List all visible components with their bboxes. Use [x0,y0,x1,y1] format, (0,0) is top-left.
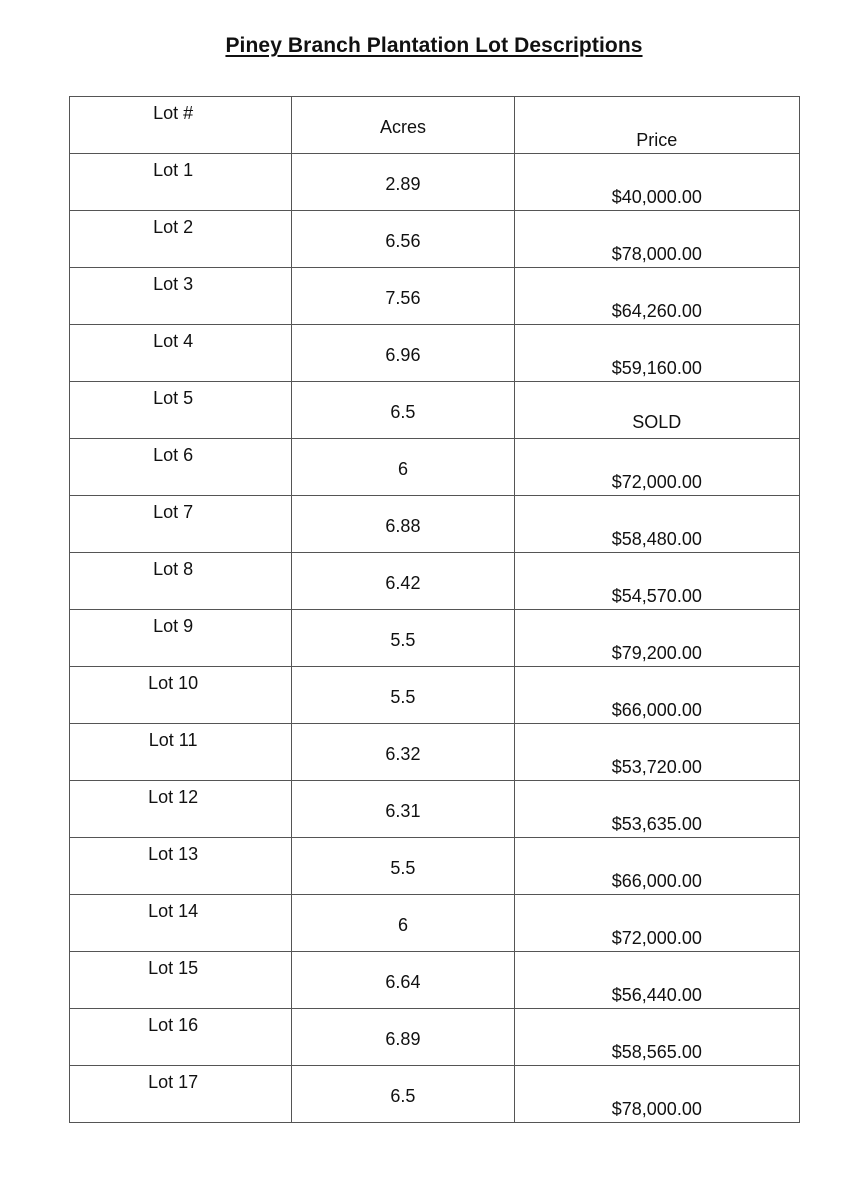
lot-cell-value: Lot 11 [148,730,198,750]
price-cell [514,895,799,952]
header-lot-label: Lot # [153,103,194,123]
price-cell [514,496,799,553]
price-cell [514,553,799,610]
acres-cell [292,781,514,838]
price-cell [514,268,799,325]
lot-cell [70,781,292,838]
price-cell-value: $53,635.00 [611,814,702,834]
lot-cell [70,1066,292,1123]
header-price [514,97,799,154]
price-cell [514,667,799,724]
acres-cell-value: 6.5 [390,402,416,422]
table-header-row [70,97,800,154]
table-row [70,1066,800,1123]
table-row [70,1009,800,1066]
acres-cell-value: 5.5 [390,687,416,707]
table-row [70,325,800,382]
lot-cell [70,895,292,952]
table-row [70,382,800,439]
lot-cell-value: Lot 14 [148,901,199,921]
lot-cell [70,325,292,382]
price-cell-value: $64,260.00 [611,301,702,321]
lot-cell-value: Lot 9 [153,616,194,636]
lot-cell-value: Lot 8 [153,559,194,579]
page-title: Piney Branch Plantation Lot Descriptions [225,34,643,57]
lot-cell-value: Lot 16 [148,1015,199,1035]
table-row [70,952,800,1009]
acres-cell-value: 6.88 [385,516,421,536]
price-cell-value: $58,565.00 [611,1042,702,1062]
price-cell [514,952,799,1009]
lot-cell [70,724,292,781]
lot-cell-value: Lot 7 [153,502,194,522]
price-cell-value: $56,440.00 [611,985,702,1005]
price-cell [514,382,799,439]
acres-cell [292,838,514,895]
acres-cell-value: 5.5 [390,858,416,878]
acres-cell [292,724,514,781]
table-row [70,553,800,610]
acres-cell-value: 2.89 [385,174,421,194]
acres-cell-value: 6.42 [385,573,421,593]
acres-cell [292,439,514,496]
price-cell [514,610,799,667]
table-row [70,895,800,952]
lot-cell [70,610,292,667]
acres-cell [292,382,514,439]
price-cell [514,1009,799,1066]
acres-cell [292,325,514,382]
lot-cell-value: Lot 13 [148,844,199,864]
price-cell [514,838,799,895]
price-cell [514,325,799,382]
table-row [70,838,800,895]
lot-cell [70,553,292,610]
acres-cell-value: 6.32 [385,744,421,764]
price-cell-value: $66,000.00 [611,871,702,891]
acres-cell [292,610,514,667]
lot-cell [70,211,292,268]
lot-cell-value: Lot 6 [153,445,194,465]
acres-cell-value: 6.56 [385,231,421,251]
header-acres [292,97,514,154]
table-row [70,211,800,268]
table-row [70,268,800,325]
table-row [70,724,800,781]
table-row [70,496,800,553]
price-cell-value: $79,200.00 [611,643,702,663]
acres-cell [292,268,514,325]
lot-cell-value: Lot 10 [148,673,199,693]
acres-cell-value: 6.5 [390,1086,416,1106]
lot-cell-value: Lot 3 [153,274,194,294]
table-row [70,610,800,667]
price-cell [514,439,799,496]
acres-cell [292,553,514,610]
lot-cell-value: Lot 5 [153,388,194,408]
price-cell-value: $53,720.00 [611,757,702,777]
acres-cell-value: 6.31 [385,801,421,821]
lot-cell [70,154,292,211]
table-row [70,781,800,838]
price-cell-value: $72,000.00 [611,928,702,948]
lot-cell [70,496,292,553]
lot-cell-value: Lot 17 [148,1072,199,1092]
price-cell-value: $40,000.00 [611,187,702,207]
price-cell-value: $66,000.00 [611,700,702,720]
acres-cell-value: 6.89 [385,1029,421,1049]
price-cell-value: $59,160.00 [611,358,702,378]
price-cell-value: $78,000.00 [611,244,702,264]
acres-cell [292,895,514,952]
lot-cell-value: Lot 15 [148,958,199,978]
acres-cell-value: 7.56 [385,288,421,308]
lot-cell-value: Lot 12 [148,787,199,807]
price-cell-value: $58,480.00 [611,529,702,549]
acres-cell-value: 6.64 [385,972,421,992]
price-cell-value: $72,000.00 [611,472,702,492]
acres-cell-value: 6 [397,459,408,479]
acres-cell-value: 6.96 [385,345,421,365]
lot-table [69,96,800,1123]
acres-cell [292,211,514,268]
table-row [70,154,800,211]
acres-cell [292,667,514,724]
price-cell [514,154,799,211]
acres-cell-value: 6 [397,915,408,935]
header-price-label: Price [636,130,678,150]
acres-cell [292,496,514,553]
lot-cell-value: Lot 2 [153,217,194,237]
price-cell [514,1066,799,1123]
price-cell [514,781,799,838]
price-cell [514,724,799,781]
table-row [70,667,800,724]
lot-cell [70,838,292,895]
acres-cell [292,154,514,211]
lot-cell [70,268,292,325]
price-cell-value: SOLD [632,412,682,432]
lot-cell [70,439,292,496]
price-cell-value: $54,570.00 [611,586,702,606]
lot-cell-value: Lot 1 [153,160,194,180]
lot-cell [70,382,292,439]
acres-cell [292,952,514,1009]
header-acres-label: Acres [379,117,426,137]
lot-cell-value: Lot 4 [153,331,194,351]
acres-cell-value: 5.5 [390,630,416,650]
header-lot [70,97,292,154]
acres-cell [292,1009,514,1066]
lot-cell [70,952,292,1009]
price-cell-value: $78,000.00 [611,1099,702,1119]
price-cell [514,211,799,268]
lot-cell [70,667,292,724]
table-row [70,439,800,496]
acres-cell [292,1066,514,1123]
lot-cell [70,1009,292,1066]
